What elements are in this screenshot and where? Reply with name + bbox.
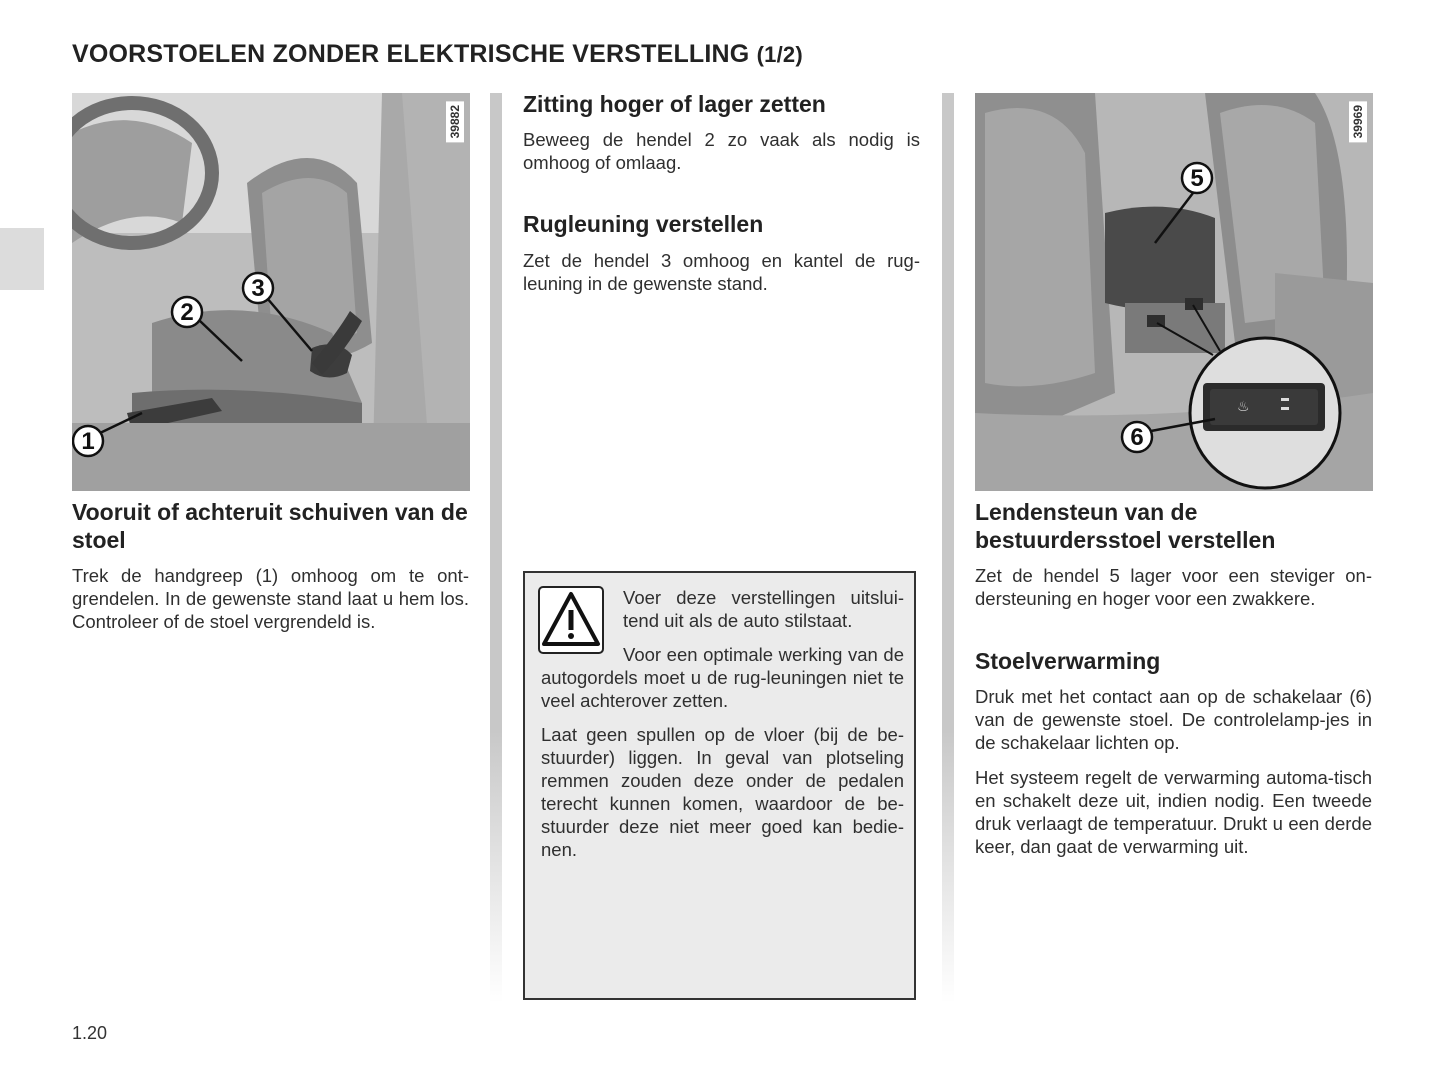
- section-text-seat-heating-2: Het systeem regelt de verwarming automa-tisch en schakelt deze uit, indien nodig. Een tweede druk verlaagt de temperatuur. Drukt u een derde keer, dan gaat de verwarming uit.: [975, 767, 1372, 857]
- section-heading-seat-height: Zitting hoger of lager zetten: [523, 91, 826, 117]
- warning-text-3: Laat geen spullen op de vloer (bij de be-stuurder) liggen. In geval van plotseling remmen zouden deze onder de pedalen terecht kunnen komen, waardoor de be-stuurder deze niet meer goed kan bedie-nen.: [541, 724, 904, 860]
- seat-adjustment-photo: [72, 93, 470, 491]
- section-text-lumbar: Zet de hendel 5 lager voor een steviger on-dersteuning en hoger voor een zwakkere.: [975, 565, 1372, 609]
- chapter-tab: [0, 228, 44, 290]
- callout-2-label: 2: [180, 299, 194, 326]
- section-text-seat-height: Beweeg de hendel 2 zo vaak als nodig is omhoog of omlaag.: [523, 129, 920, 173]
- seat-illustration: [72, 93, 470, 491]
- section-text-slide-seat: Trek de handgreep (1) omhoog om te ont-grendelen. In de gewenste stand laat u hem los. Controleer of de stoel vergrendeld is.: [72, 565, 469, 632]
- section-heading-backrest: Rugleuning verstellen: [523, 211, 764, 237]
- callout-6-label: 6: [1130, 424, 1144, 451]
- section-text-backrest: Zet de hendel 3 omhoog en kantel de rug-leuning in de gewenste stand.: [523, 250, 920, 294]
- section-heading-lumbar: Lendensteun van de bestuurdersstoel verstellen: [975, 499, 1276, 553]
- lumbar-heating-photo: [975, 93, 1373, 491]
- callout-5-label: 5: [1190, 165, 1204, 192]
- callout-1-label: 1: [81, 428, 95, 455]
- image-reference: 39882: [446, 101, 464, 142]
- section-heading-seat-heating: Stoelverwarming: [975, 648, 1161, 674]
- column-divider-left: [490, 93, 502, 1003]
- console-illustration: [975, 93, 1373, 491]
- warning-text-1: Voer deze verstellingen uitslui-tend uit als de auto stilstaat.: [623, 587, 904, 631]
- svg-text:♨: ♨: [1237, 399, 1250, 415]
- warning-box: [523, 571, 916, 1000]
- section-heading-slide-seat: Vooruit of achteruit schuiven van de stoel: [72, 499, 468, 553]
- image-reference: 39969: [1349, 101, 1367, 142]
- page-title-text: VOORSTOELEN ZONDER ELEKTRISCHE VERSTELLING: [72, 40, 750, 68]
- page-title-suffix: (1/2): [756, 42, 803, 67]
- section-text-seat-heating-1: Druk met het contact aan op de schakelaar (6) van de gewenste stoel. De controlelamp-jes in de schakelaar lichten op.: [975, 686, 1372, 753]
- column-divider-right: [942, 93, 954, 1003]
- page-title: [72, 40, 803, 69]
- page-number: 1.20: [72, 1023, 108, 1043]
- warning-text-2: Voor een optimale werking van de autogordels moet u de rug-leuningen niet te veel achterover zetten.: [541, 644, 904, 711]
- callout-3-label: 3: [251, 275, 265, 302]
